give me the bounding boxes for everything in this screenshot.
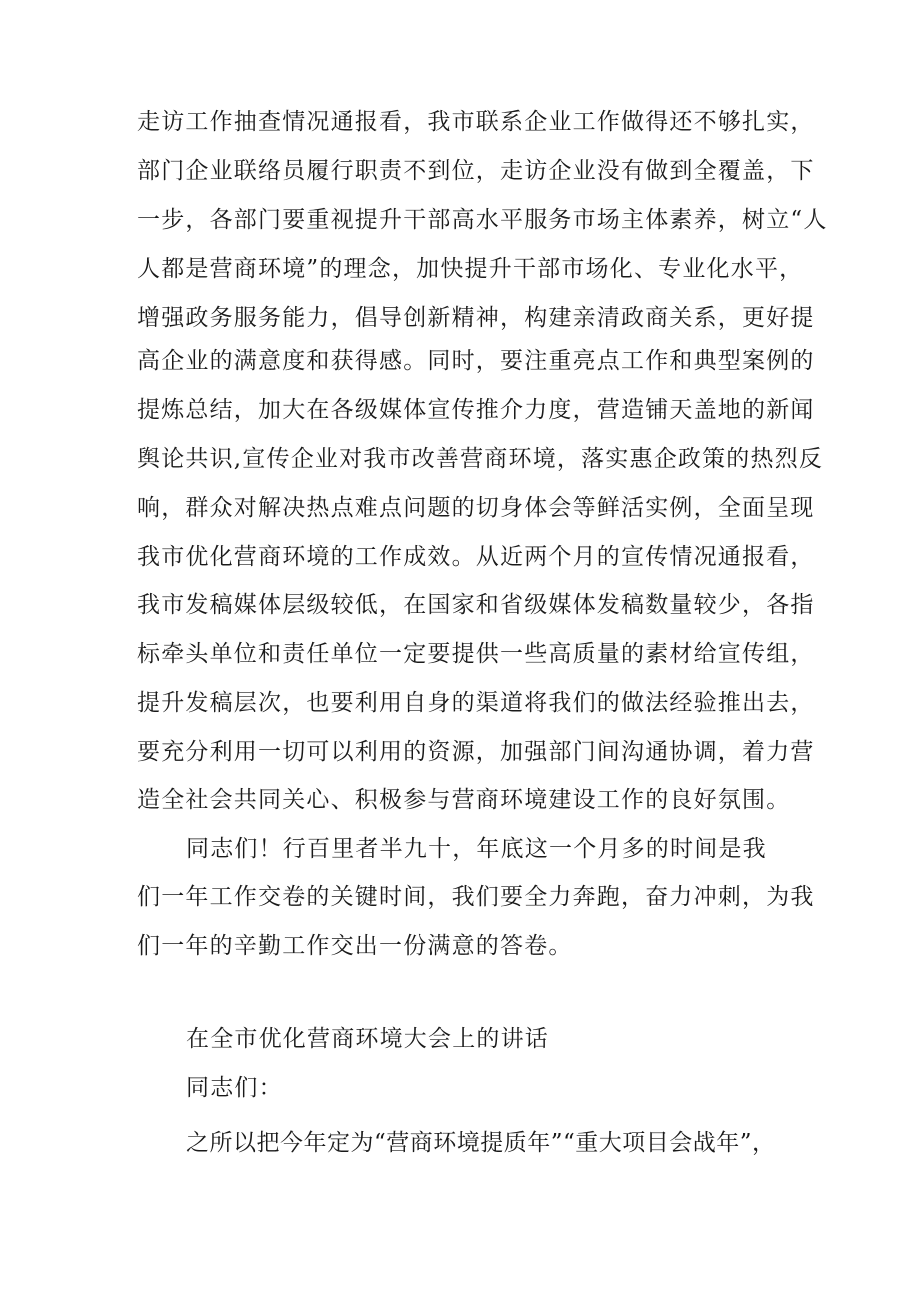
paragraph-line: 部门企业联络员履行职责不到位，走访企业没有做到全覆盖，下 — [137, 158, 815, 184]
opening-line: 之所以把今年定为“营商环境提质年”“重大项目会战年”， — [186, 1130, 776, 1156]
salutation: 同志们： — [186, 1075, 283, 1101]
paragraph-line: 们一年的辛勤工作交出一份满意的答卷。 — [137, 933, 573, 959]
paragraph-line: 提炼总结，加大在各级媒体宣传推介力度，营造铺天盖地的新闻 — [137, 397, 815, 423]
paragraph-line: 我市优化营商环境的工作成效。从近两个月的宣传情况通报看， — [137, 544, 815, 570]
paragraph-line: 同志们！行百里者半九十，年底这一个月多的时间是我 — [186, 836, 767, 862]
paragraph-line: 一步，各部门要重视提升干部高水平服务市场主体素养，树立“人 — [137, 207, 828, 233]
paragraph-line: 标牵头单位和责任单位一定要提供一些高质量的素材给宣传组， — [137, 641, 815, 667]
paragraph-line: 增强政务服务能力，倡导创新精神，构建亲清政商关系，更好提 — [137, 305, 815, 331]
paragraph-line: 要充分利用一切可以利用的资源，加强部门间沟通协调，着力营 — [137, 739, 815, 765]
speech-title: 在全市优化营商环境大会上的讲话 — [186, 1026, 549, 1052]
paragraph-line: 响，群众对解决热点难点问题的切身体会等鲜活实例，全面呈现 — [137, 495, 815, 521]
paragraph-line: 人都是营商环境”的理念，加快提升干部市场化、专业化水平， — [137, 256, 804, 282]
paragraph-line: 造全社会共同关心、积极参与营商环境建设工作的良好氛围。 — [137, 787, 791, 813]
paragraph-line: 高企业的满意度和获得感。同时，要注重亮点工作和典型案例的 — [137, 348, 815, 374]
paragraph-line: 我市发稿媒体层级较低，在国家和省级媒体发稿数量较少，各指 — [137, 592, 815, 618]
paragraph-line: 走访工作抽查情况通报看，我市联系企业工作做得还不够扎实， — [137, 109, 815, 135]
paragraph-line: 舆论共识,宣传企业对我市改善营商环境，落实惠企政策的热烈反 — [137, 446, 824, 472]
paragraph-line: 提升发稿层次，也要利用自身的渠道将我们的做法经验推出去， — [137, 690, 815, 716]
paragraph-line: 们一年工作交卷的关键时间，我们要全力奔跑，奋力冲刺，为我 — [137, 884, 815, 910]
